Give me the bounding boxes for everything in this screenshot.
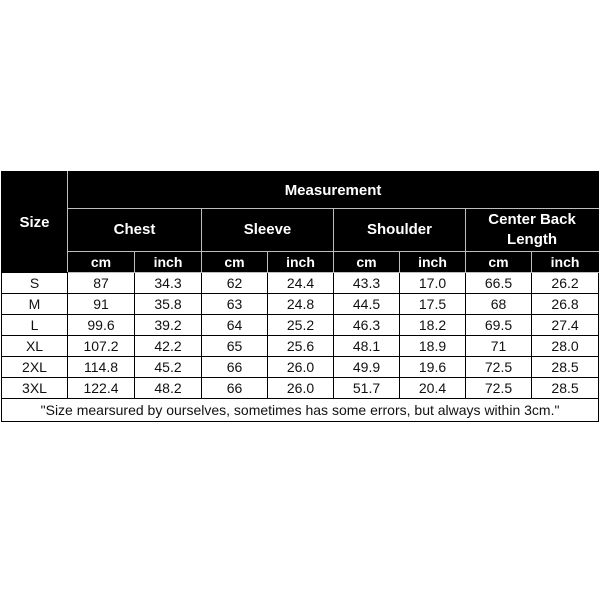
table-cell: 49.9 [334,357,400,378]
table-cell: 44.5 [334,294,400,315]
table-cell: 63 [202,294,268,315]
table-cell: 26.0 [268,357,334,378]
table-cell: 69.5 [466,315,532,336]
measurement-note: "Size mearsured by ourselves, sometimes has some errors, but always within 3cm." [2,399,599,422]
size-cell: M [2,294,68,315]
table-cell: 42.2 [135,336,202,357]
table-cell: 19.6 [400,357,466,378]
table-cell: 18.9 [400,336,466,357]
table-cell: 24.4 [268,273,334,294]
table-cell: 62 [202,273,268,294]
chest-header: Chest [68,209,202,252]
table-cell: 48.2 [135,378,202,399]
unit-header: cm [466,252,532,273]
table-cell: 26.0 [268,378,334,399]
shoulder-header: Shoulder [334,209,466,252]
table-cell: 122.4 [68,378,135,399]
table-cell: 72.5 [466,357,532,378]
table-cell: 66.5 [466,273,532,294]
table-row [2,273,599,294]
table-cell: 18.2 [400,315,466,336]
table-cell: 46.3 [334,315,400,336]
unit-header: inch [135,252,202,273]
table-row [2,357,599,378]
table-cell: 25.6 [268,336,334,357]
table-row [2,336,599,357]
table-cell: 39.2 [135,315,202,336]
table-cell: 17.0 [400,273,466,294]
table-row [2,315,599,336]
table-cell: 66 [202,378,268,399]
unit-header: cm [334,252,400,273]
table-cell: 64 [202,315,268,336]
table-cell: 28.5 [532,357,599,378]
table-cell: 34.3 [135,273,202,294]
table-cell: 68 [466,294,532,315]
table-cell: 26.8 [532,294,599,315]
table-cell: 20.4 [400,378,466,399]
center-back-length-header: Center Back Length [466,209,599,252]
table-cell: 87 [68,273,135,294]
note-row [2,399,599,422]
table-cell: 28.0 [532,336,599,357]
table-cell: 25.2 [268,315,334,336]
table-cell: 43.3 [334,273,400,294]
size-chart-table [1,171,599,422]
size-cell: XL [2,336,68,357]
table-cell: 107.2 [68,336,135,357]
unit-header: cm [68,252,135,273]
unit-header: cm [202,252,268,273]
table-cell: 24.8 [268,294,334,315]
table-cell: 26.2 [532,273,599,294]
table-row [2,294,599,315]
table-cell: 99.6 [68,315,135,336]
measurement-header: Measurement [68,172,599,209]
size-cell: 3XL [2,378,68,399]
size-cell: L [2,315,68,336]
table-cell: 66 [202,357,268,378]
table-cell: 45.2 [135,357,202,378]
table-cell: 114.8 [68,357,135,378]
table-cell: 17.5 [400,294,466,315]
size-column-header: Size [2,172,68,273]
size-cell: S [2,273,68,294]
table-cell: 35.8 [135,294,202,315]
table-cell: 71 [466,336,532,357]
table-cell: 48.1 [334,336,400,357]
table-cell: 27.4 [532,315,599,336]
unit-header: inch [268,252,334,273]
table-cell: 91 [68,294,135,315]
table-cell: 65 [202,336,268,357]
table-row [2,378,599,399]
size-cell: 2XL [2,357,68,378]
sleeve-header: Sleeve [202,209,334,252]
unit-header: inch [400,252,466,273]
table-cell: 72.5 [466,378,532,399]
table-cell: 51.7 [334,378,400,399]
unit-header: inch [532,252,599,273]
table-cell: 28.5 [532,378,599,399]
